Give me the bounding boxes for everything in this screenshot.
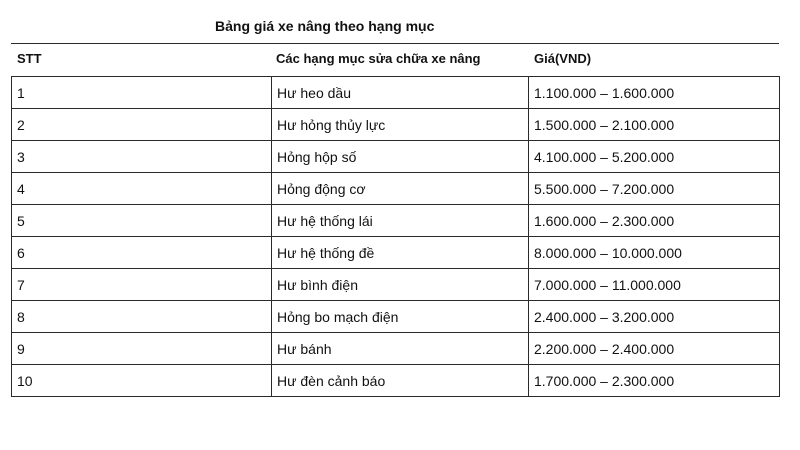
cell-item: Hư heo dầu	[272, 77, 529, 109]
cell-price: 7.000.000 – 11.000.000	[529, 269, 780, 301]
table-row	[12, 269, 780, 301]
cell-item: Hư hệ thống lái	[272, 205, 529, 237]
cell-item: Hư đèn cảnh báo	[272, 365, 529, 397]
cell-price: 2.400.000 – 3.200.000	[529, 301, 780, 333]
header-item: Các hạng mục sửa chữa xe nâng	[276, 51, 481, 66]
cell-stt: 1	[12, 77, 272, 109]
cell-item: Hỏng bo mạch điện	[272, 301, 529, 333]
cell-price: 8.000.000 – 10.000.000	[529, 237, 780, 269]
cell-stt: 3	[12, 141, 272, 173]
cell-item: Hư hỏng thủy lực	[272, 109, 529, 141]
cell-stt: 10	[12, 365, 272, 397]
cell-item: Hư bình điện	[272, 269, 529, 301]
table-row	[12, 109, 780, 141]
cell-item: Hỏng hộp số	[272, 141, 529, 173]
cell-price: 1.500.000 – 2.100.000	[529, 109, 780, 141]
header-price: Giá(VND)	[534, 51, 592, 66]
cell-stt: 2	[12, 109, 272, 141]
table-row	[12, 77, 780, 109]
price-table-body	[12, 77, 780, 397]
cell-price: 1.700.000 – 2.300.000	[529, 365, 780, 397]
cell-stt: 8	[12, 301, 272, 333]
cell-item: Hỏng động cơ	[272, 173, 529, 205]
cell-stt: 9	[12, 333, 272, 365]
cell-price: 4.100.000 – 5.200.000	[529, 141, 780, 173]
cell-price: 5.500.000 – 7.200.000	[529, 173, 780, 205]
table-row	[12, 333, 780, 365]
table-row	[12, 205, 780, 237]
table-row	[12, 173, 780, 205]
table-row	[12, 237, 780, 269]
cell-price: 1.600.000 – 2.300.000	[529, 205, 780, 237]
table-header-row	[11, 44, 779, 76]
header-stt: STT	[17, 51, 42, 66]
cell-stt: 6	[12, 237, 272, 269]
table-title-row	[11, 11, 779, 44]
cell-stt: 5	[12, 205, 272, 237]
cell-item: Hư bánh	[272, 333, 529, 365]
cell-stt: 4	[12, 173, 272, 205]
table-row	[12, 365, 780, 397]
cell-price: 1.100.000 – 1.600.000	[529, 77, 780, 109]
cell-stt: 7	[12, 269, 272, 301]
table-title: Bảng giá xe nâng theo hạng mục	[215, 18, 435, 34]
cell-item: Hư hệ thống đề	[272, 237, 529, 269]
table-row	[12, 301, 780, 333]
price-table	[11, 76, 780, 397]
table-row	[12, 141, 780, 173]
cell-price: 2.200.000 – 2.400.000	[529, 333, 780, 365]
